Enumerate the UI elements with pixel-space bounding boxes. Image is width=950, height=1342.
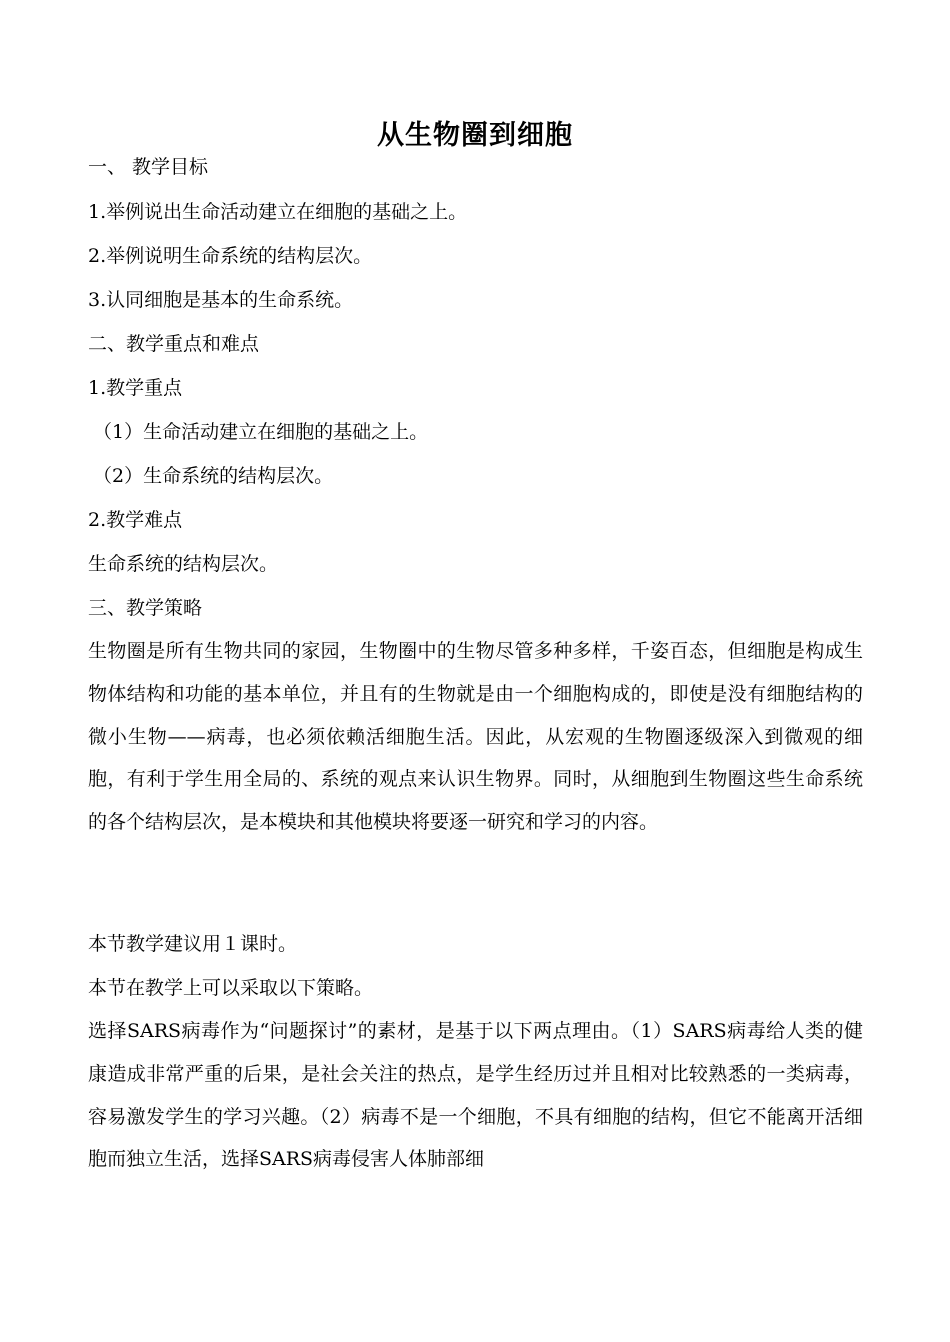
strategy-line-hours: 本节教学建议用１课时。: [88, 933, 298, 955]
key-point-item-2: （2）生命系统的结构层次。: [93, 465, 334, 487]
objective-item-2: 2.举例说明生命系统的结构层次。: [88, 245, 373, 267]
section-heading-key-points: 二、教学重点和难点: [88, 333, 260, 355]
subheading-difficulties: 2.教学难点: [88, 509, 183, 531]
section-heading-objectives: 一、 教学目标: [88, 156, 209, 178]
objective-item-3: 3.认同细胞是基本的生命系统。: [88, 289, 354, 311]
strategy-paragraph-2: 选择SARS病毒作为“问题探讨”的素材，是基于以下两点理由。（1）SARS病毒给人类的健康造成非常严重的后果，是社会关注的热点，是学生经历过并且相对比较熟悉的一类病毒，容易激发学生的学习兴趣。（2）病毒不是一个细胞，不具有细胞的结构，但它不能离开活细胞而独立生活，选择SARS病毒侵害人体肺部细: [88, 1020, 863, 1171]
strategy-paragraph-1: 生物圈是所有生物共同的家园，生物圈中的生物尽管多种多样，千姿百态，但细胞是构成生物体结构和功能的基本单位，并且有的生物就是由一个细胞构成的，即使是没有细胞结构的微小生物——病毒，也必须依赖活细胞生活。因此，从宏观的生物圈逐级深入到微观的细胞，有利于学生用全局的、系统的观点来认识生物界。同时，从细胞到生物圈这些生命系统的各个结构层次，是本模块和其他模块将要逐一研究和学习的内容。: [88, 640, 863, 834]
key-point-item-1: （1）生命活动建立在细胞的基础之上。: [93, 421, 429, 443]
section-heading-strategy: 三、教学策略: [88, 597, 203, 619]
objective-item-1: 1.举例说出生命活动建立在细胞的基础之上。: [88, 201, 468, 223]
document-title: 从生物圈到细胞: [377, 120, 573, 151]
subheading-key-points: 1.教学重点: [88, 377, 183, 399]
strategy-line-approach: 本节在教学上可以采取以下策略。: [88, 977, 374, 999]
difficulty-text: 生命系统的结构层次。: [88, 553, 279, 575]
